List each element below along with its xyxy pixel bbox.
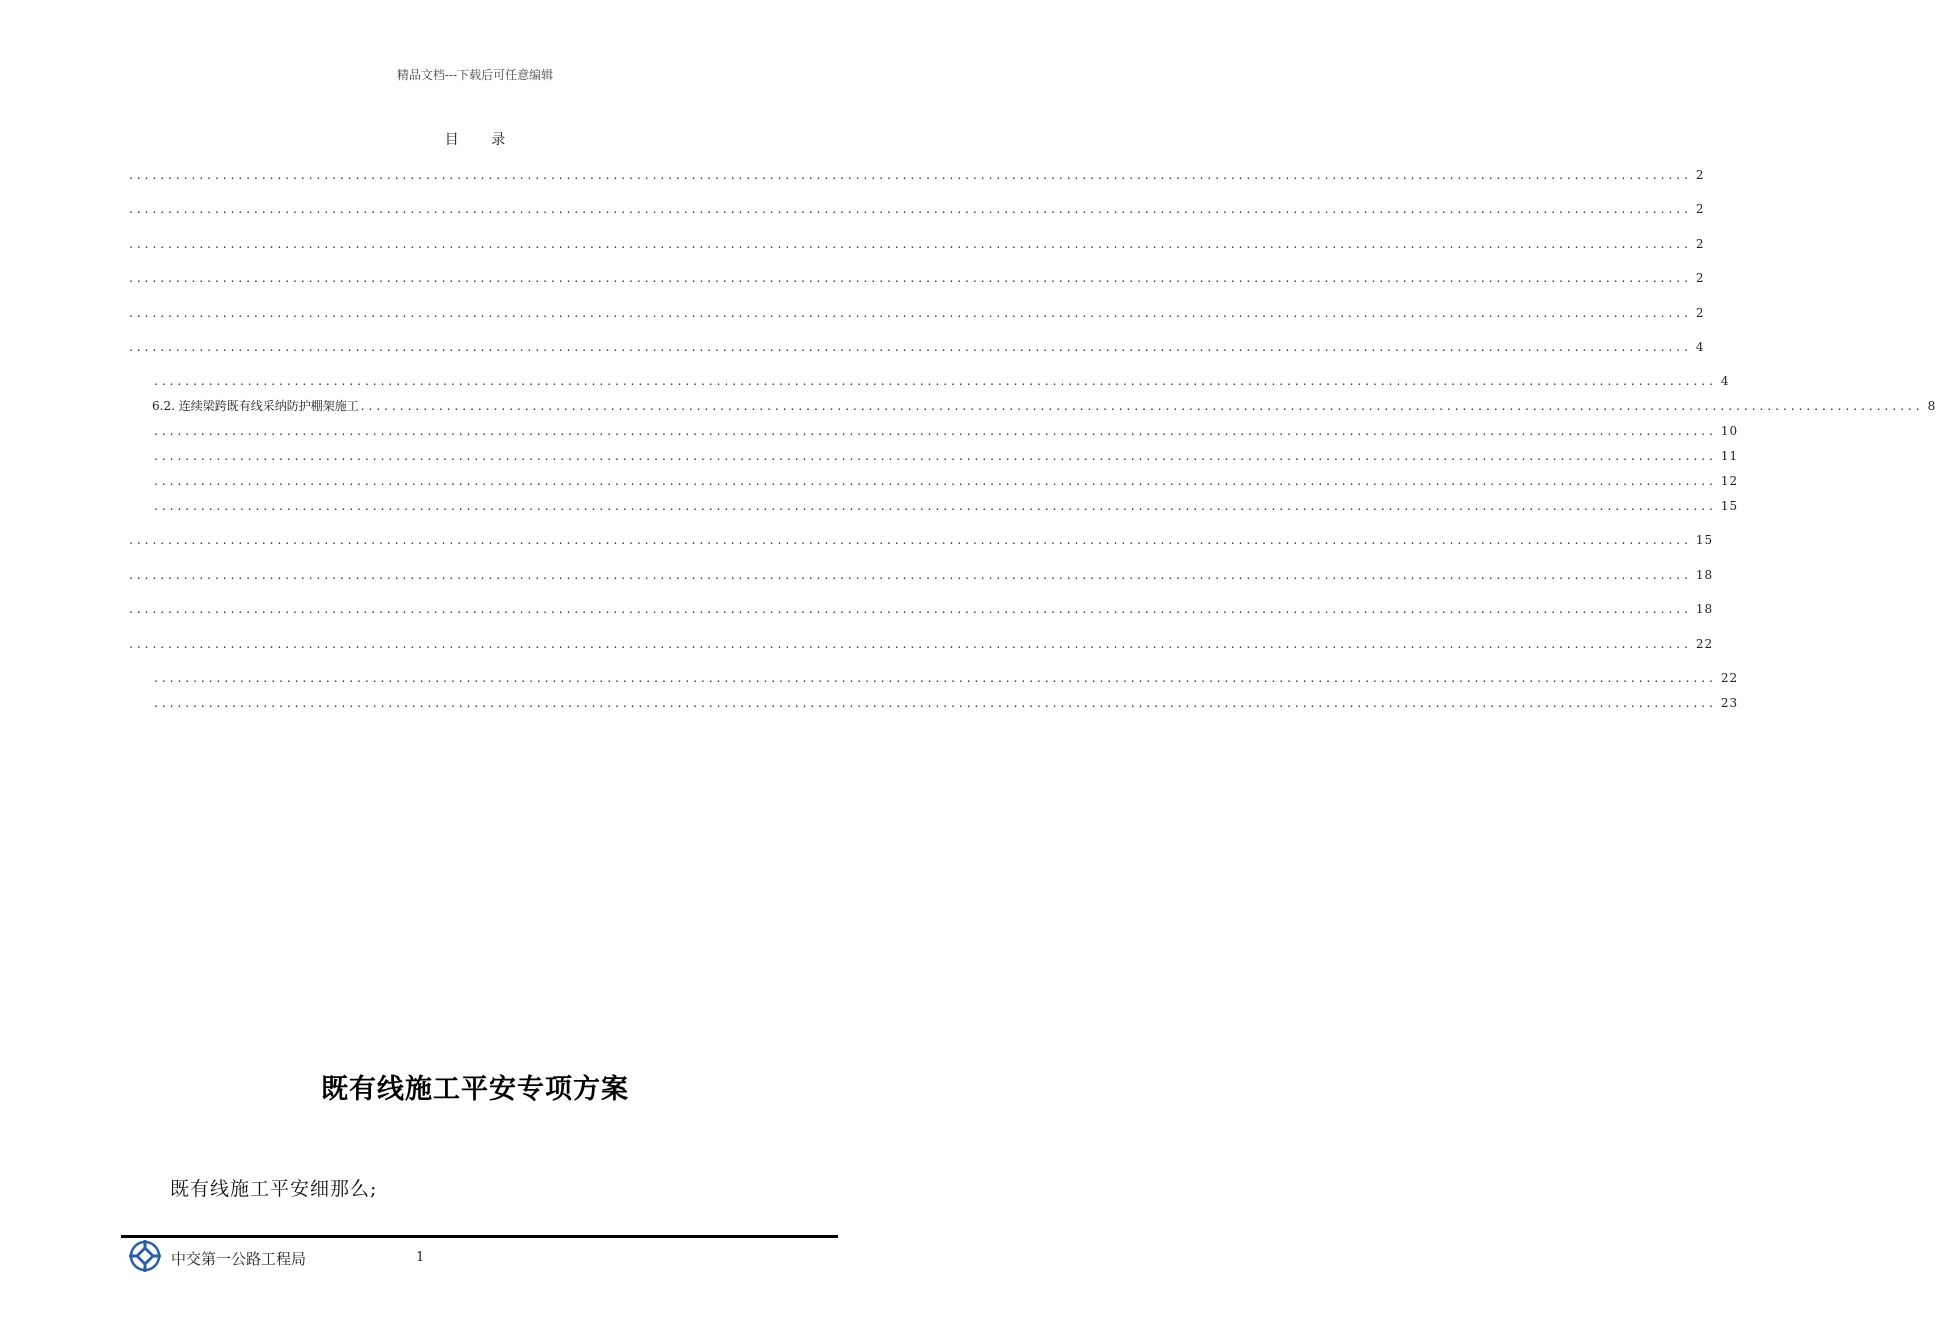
toc-leader-dots: ........................................................................................................................................................................................................ [129, 602, 1692, 616]
toc-entry-page: 11 [1720, 449, 1739, 463]
company-logo-icon [128, 1239, 162, 1273]
toc-leader-dots: ........................................................................................................................................................................................................ [129, 237, 1692, 251]
footer-divider [121, 1235, 838, 1238]
toc-entry[interactable] [152, 472, 1739, 488]
toc-entry-page: 4 [1720, 374, 1730, 388]
toc-entry[interactable] [127, 600, 1714, 616]
toc-entry[interactable] [127, 269, 1705, 285]
toc-entry-label: 6.2. 连续梁跨既有线采纳防护棚架施工 [152, 399, 359, 413]
toc-entry[interactable] [127, 566, 1714, 582]
toc-leader-dots: ........................................................................................................................................................................................................ [129, 533, 1692, 547]
toc-leader-dots: ........................................................................................................................................................................................................ [154, 499, 1717, 513]
toc-entry[interactable] [152, 669, 1739, 685]
toc-leader-dots: ........................................................................................................................................................................................................ [154, 424, 1717, 438]
toc-entry[interactable] [127, 531, 1714, 547]
toc-leader-dots: ........................................................................................................................................................................................................ [360, 399, 1924, 413]
toc-entry-page: 12 [1720, 474, 1739, 488]
toc-entry[interactable] [152, 397, 1936, 413]
toc-entry[interactable] [127, 200, 1705, 216]
toc-entry[interactable] [127, 338, 1705, 354]
footer-page-number: 1 [416, 1250, 425, 1265]
toc-leader-dots: ........................................................................................................................................................................................................ [129, 568, 1692, 582]
footer-organization: 中交第一公路工程局 [171, 1250, 307, 1268]
toc-leader-dots: ........................................................................................................................................................................................................ [129, 202, 1692, 216]
body-first-line: 既有线施工平安细那么; [170, 1178, 378, 1200]
toc-leader-dots: ........................................................................................................................................................................................................ [154, 474, 1717, 488]
toc-entry-page: 10 [1720, 424, 1739, 438]
toc-entry[interactable] [127, 304, 1705, 320]
toc-entry[interactable] [152, 422, 1739, 438]
toc-entry[interactable] [152, 447, 1739, 463]
toc-entry-page: 15 [1720, 499, 1739, 513]
toc-leader-dots: ........................................................................................................................................................................................................ [129, 168, 1692, 182]
toc-entry[interactable] [127, 235, 1705, 251]
toc-leader-dots: ........................................................................................................................................................................................................ [154, 696, 1717, 710]
toc-leader-dots: ........................................................................................................................................................................................................ [154, 449, 1717, 463]
toc-entry-page: 15 [1695, 533, 1714, 547]
toc-leader-dots: ........................................................................................................................................................................................................ [129, 340, 1692, 354]
toc-entry[interactable] [127, 635, 1714, 651]
toc-leader-dots: ........................................................................................................................................................................................................ [154, 374, 1717, 388]
toc-entry-page: 2 [1695, 271, 1705, 285]
toc-entry-page: 22 [1720, 671, 1739, 685]
toc-entry-page: 2 [1695, 237, 1705, 251]
header-watermark: 精品文档---下载后可任意编辑 [396, 68, 554, 82]
toc-entry-page: 2 [1695, 168, 1705, 182]
toc-entry-page: 2 [1695, 306, 1705, 320]
toc-entry-page: 8 [1927, 399, 1936, 413]
toc-entry-page: 18 [1695, 568, 1714, 582]
toc-entry[interactable] [127, 166, 1705, 182]
toc-entry-page: 22 [1695, 637, 1714, 651]
toc-entry-page: 23 [1720, 696, 1739, 710]
toc-leader-dots: ........................................................................................................................................................................................................ [129, 306, 1692, 320]
toc-entry[interactable] [152, 694, 1739, 710]
toc-leader-dots: ........................................................................................................................................................................................................ [129, 637, 1692, 651]
toc-entry[interactable] [152, 372, 1730, 388]
document-title: 既有线施工平安专项方案 [321, 1074, 629, 1105]
toc-title: 目 录 [444, 132, 520, 148]
toc-entry-page: 18 [1695, 602, 1714, 616]
toc-entry-page: 4 [1695, 340, 1705, 354]
toc-leader-dots: ........................................................................................................................................................................................................ [129, 271, 1692, 285]
toc-entry-page: 2 [1695, 202, 1705, 216]
toc-leader-dots: ........................................................................................................................................................................................................ [154, 671, 1717, 685]
toc-entry[interactable] [152, 497, 1739, 513]
